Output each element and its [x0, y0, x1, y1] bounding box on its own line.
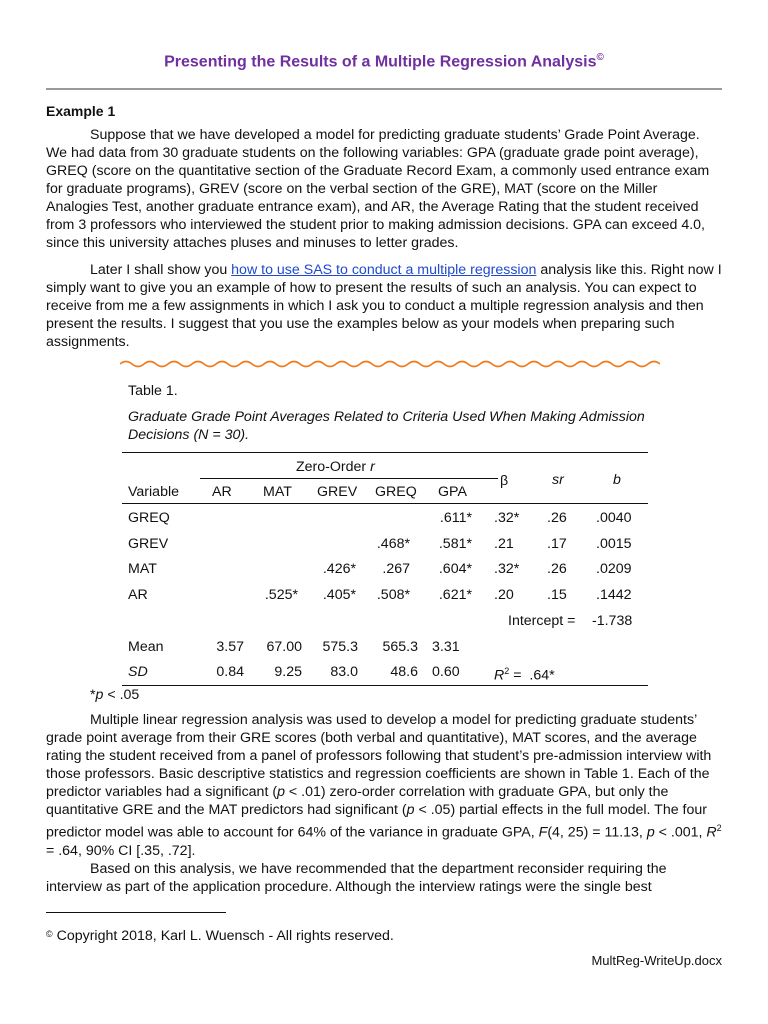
cell-gpa: .581*: [438, 536, 472, 552]
cell-ar: 3.57: [216, 639, 244, 655]
header-mat: MAT: [263, 484, 292, 500]
cell-gpa: .621*: [438, 587, 472, 603]
intercept-value: -1.738: [592, 613, 633, 629]
zero-order-header: Zero-Order r: [296, 459, 375, 475]
cell-beta: .32*: [494, 561, 520, 577]
conclusion-paragraph: Based on this analysis, we have recommended that the department reconsider requiring the interview as part of the application procedure. Although the interview ratings were the single best: [46, 861, 667, 895]
row-variable: GREQ: [128, 510, 170, 526]
cell-mat: .525*: [264, 587, 298, 603]
cell-gpa: .611*: [439, 510, 472, 526]
header-ar: AR: [212, 484, 232, 500]
row-variable: AR: [128, 587, 148, 603]
cell-greq: .267: [382, 561, 410, 577]
header-variable: Variable: [128, 484, 179, 500]
table-caption: Graduate Grade Point Averages Related to Criteria Used When Making Admission Decisions (N = 30).: [128, 409, 645, 443]
results-paragraph: Multiple linear regression analysis was used to develop a model for predicting graduate students’ grade point average from their GRE scores (both verbal and quantitative), MAT scores, and the average rating the student received from a panel of professors following that student’s pre-admission interview with those professors. Basic descriptive statistics and regression coefficients are shown in Table 1. Each of the predictor variables had a significant (p < .01) zero-order correlation with graduate GPA, but only the quantitative GRE and the MAT predictors had significant (p < .05) partial effects in the full model. The four predictor model was able to account for 64% of the variance in graduate GPA, F(4, 25) = 11.13, p < .001, $R^2 = .64$, 90% CI [.35, .72].: [46, 712, 722, 859]
cell-b: .0040: [596, 510, 632, 526]
cell-greq: .468*: [376, 536, 410, 552]
cell-b: .0015: [596, 536, 632, 552]
row-variable: MAT: [128, 561, 157, 577]
copyright-mark: ©: [596, 52, 604, 63]
cell-beta: .32*: [494, 510, 520, 526]
cell-greq: 565.3: [382, 639, 418, 655]
sas-paragraph: Later I shall show you how to use SAS to conduct a multiple regression analysis like this. Right now I simply want to give you an example of how to present the results of such an analysis. You can expect to receive from me a few assignments in which I ask you to conduct a multiple regression analysis and then present the results. I suggest that you use the examples below as your models when preparing such assignments.: [46, 262, 722, 350]
wavy-divider: [120, 358, 660, 370]
cell-gpa: 3.31: [432, 639, 460, 655]
document-filename: MultReg-WriteUp.docx: [591, 953, 722, 968]
cell-sr: .26: [547, 561, 567, 577]
cell-b: .0209: [596, 561, 632, 577]
row-variable: SD: [128, 664, 148, 680]
cell-greq: 48.6: [390, 664, 418, 680]
intro-paragraph: Suppose that we have developed a model for predicting graduate students’ Grade Point Average. We had data from 30 graduate students on the following variables: GPA (graduate grade point average), GREQ (score on the quantitative section of the Graduate Record Exam, a commonly used entrance exam for graduate programs), GREV (score on the verbal section of the GRE), MAT (score on the Miller Analogies Test, another graduate entrance exam), and AR, the Average Rating that the student received from 3 professors who interviewed the student prior to making admission decisions. GPA can exceed 4.0, since this university attaches pluses and minuses to letter grades.: [46, 127, 710, 251]
cell-ar: 0.84: [216, 664, 244, 680]
cell-grev: 575.3: [322, 639, 358, 655]
footnote-divider: [46, 912, 226, 913]
cell-mat: 9.25: [274, 664, 302, 680]
cell-beta: .20: [494, 587, 514, 603]
page-title: Presenting the Results of a Multiple Regression Analysis©: [164, 52, 604, 71]
table-top-rule: [122, 452, 648, 453]
footnote: © Copyright 2018, Karl L. Wuensch - All rights reserved.: [46, 928, 394, 944]
header-gpa: GPA: [438, 484, 467, 500]
cell-grev: .426*: [322, 561, 356, 577]
header-sr: sr: [552, 472, 564, 488]
header-grev: GREV: [317, 484, 358, 500]
intercept-label: Intercept =: [508, 613, 576, 629]
sas-regression-link[interactable]: how to use SAS to conduct a multiple regression: [231, 262, 537, 278]
row-variable: Mean: [128, 639, 164, 655]
table-label: Table 1.: [128, 383, 178, 399]
table-note: *p < .05: [90, 687, 140, 703]
cell-beta: .21: [494, 536, 514, 552]
cell-gpa: .604*: [438, 561, 472, 577]
header-beta: β: [500, 473, 509, 489]
cell-sr: .15: [547, 587, 567, 603]
cell-mat: 67.00: [266, 639, 302, 655]
cell-b: .1442: [596, 587, 632, 603]
header-greq: GREQ: [375, 484, 417, 500]
cell-grev: .405*: [322, 587, 356, 603]
example-heading: Example 1: [46, 103, 116, 119]
table-header-rule: [122, 503, 648, 504]
cell-sr: .17: [547, 536, 567, 552]
row-variable: GREV: [128, 536, 169, 552]
zero-order-underline: [200, 478, 498, 479]
table-bottom-rule: [122, 685, 648, 686]
cell-sr: .26: [547, 510, 567, 526]
title-divider: [46, 88, 722, 90]
cell-gpa: 0.60: [432, 664, 460, 680]
r-squared: $R^2 = .64*$: [494, 666, 555, 684]
cell-greq: .508*: [376, 587, 410, 603]
cell-grev: 83.0: [330, 664, 358, 680]
header-b: b: [613, 472, 621, 488]
